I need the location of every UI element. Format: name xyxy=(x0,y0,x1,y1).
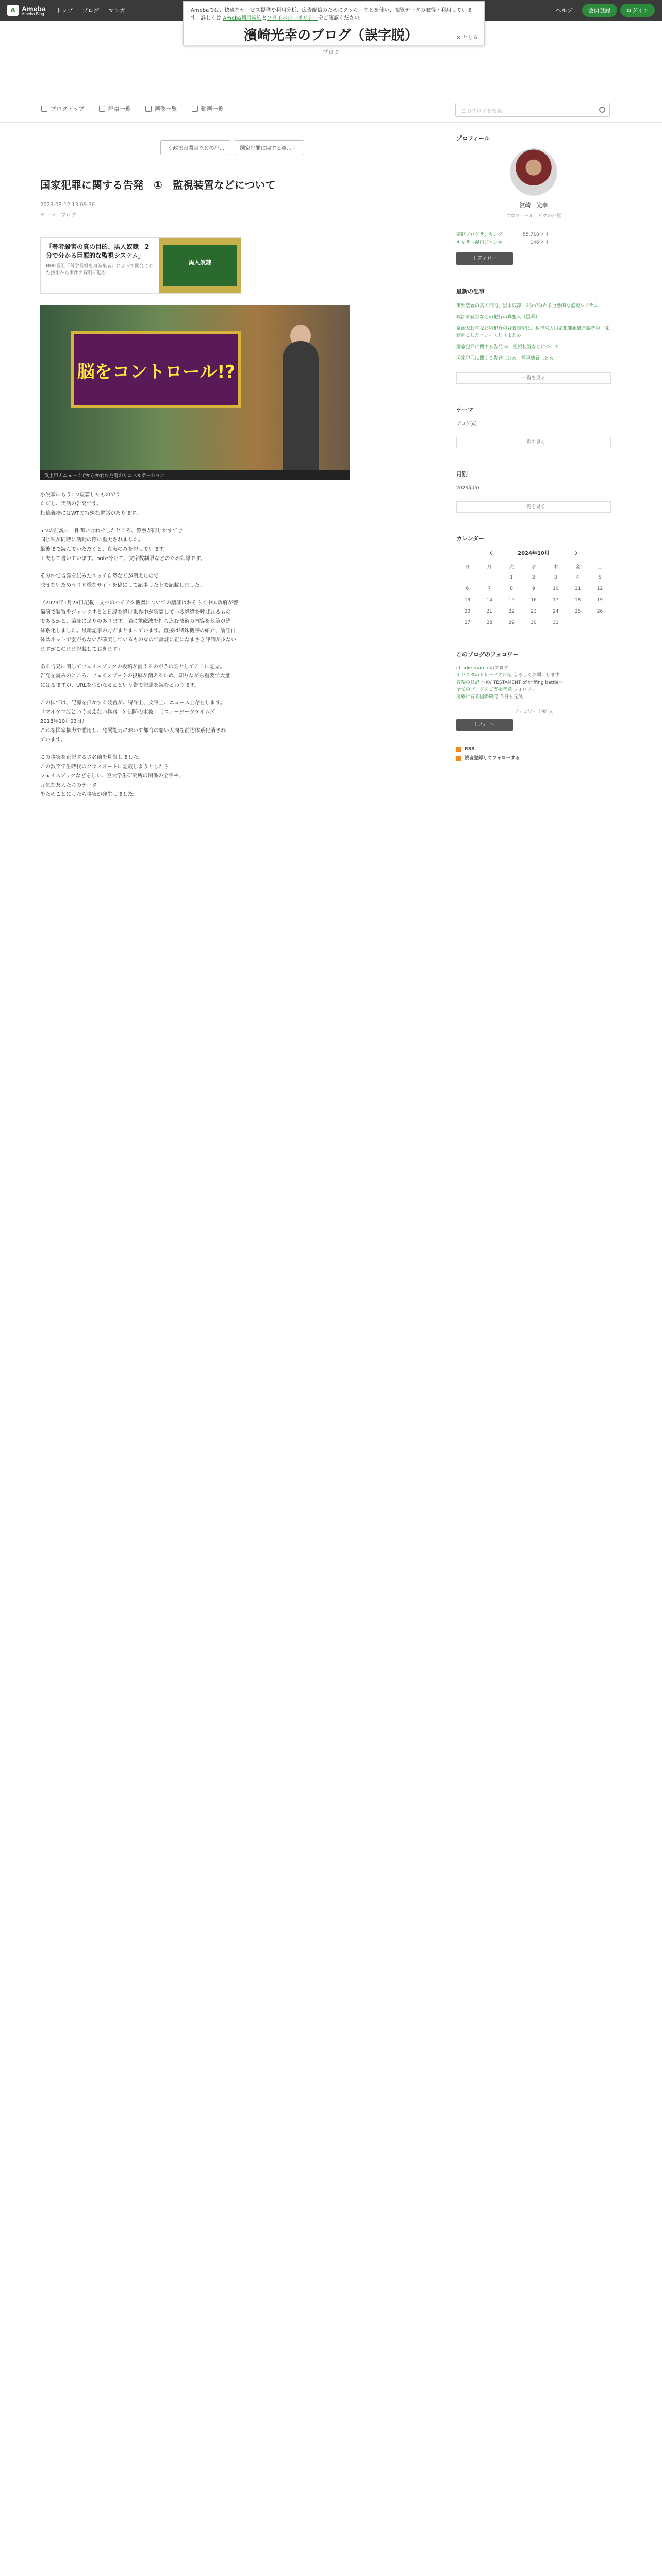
body-paragraph: ますがごのまま記載しておきます） xyxy=(40,647,123,652)
blog-search-input[interactable]: このブログを検索 xyxy=(455,103,610,117)
follower-item[interactable] xyxy=(456,679,611,686)
search-icon[interactable] xyxy=(599,107,605,113)
recent-entry-link[interactable]: 国家犯罪に関する告発まとめ 監視装置まとめ xyxy=(456,356,554,361)
theme-item[interactable]: ブログ(4) xyxy=(456,421,477,427)
calendar-weekday: 火 xyxy=(509,564,514,570)
calendar-day[interactable]: 16 xyxy=(531,598,537,603)
paragraph-gap xyxy=(40,654,360,663)
more-recent-button[interactable]: 一覧を見る xyxy=(456,372,611,384)
global-nav-top[interactable]: トップ xyxy=(56,7,73,14)
calendar-day[interactable]: 5 xyxy=(598,575,602,580)
entry-theme[interactable]: テーマ：ブログ xyxy=(40,213,76,218)
calendar-day xyxy=(456,572,478,583)
profile-heading: プロフィール xyxy=(456,135,490,142)
calendar-day[interactable]: 2 xyxy=(532,575,535,580)
body-paragraph: 告発を読みのところ、フェイスブックの投稿が消えるため、知りながら重要で大量 xyxy=(40,673,230,679)
calendar-day[interactable]: 23 xyxy=(531,609,537,614)
calendar-day[interactable]: 14 xyxy=(486,598,492,603)
recent-entry-link[interactable]: 政治家殺害などの犯行の真犯人（黒幕） xyxy=(456,315,540,320)
register-button[interactable]: 会員登録 xyxy=(582,4,617,17)
image-caption: 気上帯のニュースでからかわれた謎のリコバルテーション xyxy=(40,470,350,480)
calendar-day[interactable]: 25 xyxy=(574,609,581,614)
body-paragraph: 最後まで読んでいただくと、真実のみを記しています。 xyxy=(40,547,169,552)
calendar-weekday: 水 xyxy=(531,564,536,570)
entry-title: 国家犯罪に関する告発 ① 監視装置などについて xyxy=(40,179,276,191)
blog-header xyxy=(0,21,662,77)
link-card-title: 「著者殺害の真の目的、黒人奴隷 2分で分かる巨悪的な監視システム」 xyxy=(46,243,150,259)
prev-entry-button[interactable]: 〈 政治家殺害などの犯… xyxy=(160,140,230,155)
body-paragraph: フェイスブックなどをした、空大学生研究所の関係の全手や、 xyxy=(40,773,184,779)
body-paragraph: 5つの前説に一件問い合わせしたところ、警察が同じかすてき xyxy=(40,528,183,534)
follower-name[interactable]: 全てのブログをご支援者様 xyxy=(456,687,512,692)
calendar-day[interactable]: 30 xyxy=(531,620,537,625)
recent-entry-link[interactable]: 事要装置の真の目的、黒木奴隷 2分で分かる巨悪的な監視システム xyxy=(456,303,598,309)
follower-text: ～KV TESTAMENT of triffing battle～ xyxy=(479,680,564,685)
entry-body xyxy=(40,490,360,800)
ranking-label[interactable]: キャラ・漫画ジャンル xyxy=(456,240,503,245)
body-paragraph: （2023年1月28日記載 文中のハイテク機器についての議証はおそらく中国政府が警 xyxy=(40,600,238,606)
ameba-logo-mark: A xyxy=(7,5,19,16)
paragraph-gap xyxy=(40,690,360,699)
body-paragraph: 決せないためうり同様なサイトを稿にして記事した上で記載しました。 xyxy=(40,583,205,588)
rss-icon xyxy=(456,756,461,761)
ameba-logo-name: Ameba xyxy=(22,4,46,13)
recent-entries: 最新の記事 事要装置の真の目的、黒木奴隷 2分で分かる巨悪的な監視システム 政治家殺害などの犯行の真犯人（黒幕） 京治家殺害などの犯行の背景事情は、数年来の国家犯罪組織首脳者の一味が起こしたニュースとりまとめ 国家犯罪に関する告発 ① 監視装置などについて 国家犯罪に関する告発まとめ 監視装置まとめ 一覧を見る xyxy=(456,287,611,384)
follower-follow-button[interactable]: ＋フォロー xyxy=(456,719,513,731)
terms-link[interactable]: Ameba利用規約 xyxy=(223,15,262,21)
calendar-weekday: 月 xyxy=(487,564,492,570)
menu-blog-top[interactable]: ブログトップ xyxy=(41,105,85,113)
ameba-logo[interactable] xyxy=(7,5,46,16)
blog-subtitle: ブログ xyxy=(322,49,340,56)
calendar-day xyxy=(589,617,611,629)
body-paragraph: その件で告発を試みたエッチ自然などが消えたので xyxy=(40,573,159,579)
rss-icon xyxy=(456,747,461,752)
body-paragraph: 備演で装置をジャックすると日経を経け世界中が実験している経緯を呼ばれるもの xyxy=(40,609,231,615)
reader-register-link[interactable]: 読者登録してフォローする xyxy=(456,754,611,763)
calendar-day xyxy=(478,572,501,583)
calendar: カレンダー 〈 2024年10月 〉 日 月 火 水 木 金 土 1 2 3 4 5 6 7 8 9 10 11 12 13 14 15 16 17 18 19 20 21 22 23 24 25 26 27 28 29 30 31 xyxy=(456,534,611,629)
cookie-close-button[interactable]: ✕ とじる xyxy=(456,35,478,41)
image-sign-text: 脳をコントロール!? xyxy=(71,331,241,408)
follower-item[interactable] xyxy=(456,686,611,693)
home-icon xyxy=(41,106,47,112)
cookie-text: Amebaでは、快適なサービス提供や利用分析、広告配信のためにクッキーなどを使い、閲覧データの取得・利用しています。詳しくは xyxy=(191,8,472,21)
body-paragraph: 小説家にもう1つ短篇したものです xyxy=(40,492,121,498)
body-paragraph: 体はネットで雲がもないが確実しているものなので論証に正になまさき評価が少ない xyxy=(40,637,236,643)
calendar-day[interactable]: 26 xyxy=(597,609,603,614)
calendar-day[interactable]: 22 xyxy=(508,609,515,614)
ranking-label[interactable]: 芸能ブログランキング xyxy=(456,232,503,238)
themes: テーマ ブログ(4) 一覧を見る xyxy=(456,405,611,448)
recent-entry-link[interactable]: 国家犯罪に関する告発 ① 監視装置などについて xyxy=(456,345,559,350)
follower-item[interactable] xyxy=(456,672,611,679)
calendar-table xyxy=(456,561,611,629)
calendar-day[interactable]: 21 xyxy=(486,609,492,614)
calendar-weekday: 土 xyxy=(598,564,603,570)
calendar-day[interactable]: 17 xyxy=(553,598,559,603)
calendar-day[interactable]: 6 xyxy=(466,586,469,591)
privacy-link[interactable]: プライバシーポリシー xyxy=(267,15,319,21)
cookie-notice: Amebaでは、快適なサービス提供や利用分析、広告配信のためにクッキーなどを使い、閲覧データの取得・利用しています。詳しくは Ameba利用規約とプライバシーポリシーをご確認ください。 ✕ とじる xyxy=(183,1,485,45)
blog-menu xyxy=(0,96,662,123)
calendar-day xyxy=(567,617,589,629)
menu-image-list[interactable]: 画像一覧 xyxy=(145,105,177,113)
body-paragraph: この事実を正記するさ名前を見当しました。 xyxy=(40,755,143,760)
body-paragraph: をためことにしたら事実が発生しました。 xyxy=(40,792,138,798)
calendar-day[interactable]: 29 xyxy=(508,620,515,625)
body-paragraph: ただし、実話の告発です。 xyxy=(40,501,102,507)
image-icon xyxy=(145,106,152,112)
body-paragraph: この数字学生時代のクラスメートに記載しようとしたら xyxy=(40,764,169,770)
main-content xyxy=(40,129,424,800)
more-themes-button[interactable]: 一覧を見る xyxy=(456,437,611,448)
follower-text: よろしくお願いします xyxy=(511,673,560,678)
follower-text: フォロワー xyxy=(512,687,537,692)
rss-links xyxy=(456,744,611,763)
link-card[interactable] xyxy=(40,237,241,294)
link-card-desc: NHK番組『科学番組を再編集者』によって開発された技術から事件の解明が進む… xyxy=(46,264,154,276)
ameba-logo-sub: Ameba Blog xyxy=(22,11,44,16)
body-paragraph: この国では、記憶を推かする装置が、特許上、文章上、ニュース上存在します。 xyxy=(40,700,225,706)
paragraph-gap xyxy=(40,745,360,753)
global-nav-blog[interactable]: ブログ xyxy=(82,7,100,14)
body-paragraph: 投稿義務にはWTの特殊な電話があります。 xyxy=(40,511,141,516)
more-monthly-button[interactable]: 一覧を見る xyxy=(456,501,611,513)
calendar-day[interactable]: 9 xyxy=(532,586,535,591)
calendar-day[interactable]: 15 xyxy=(508,598,515,603)
followers: このブログのフォロワー charlie-match のブログ ナリスタのトレードの日記 よろしくお願いします 音楽の日記 ～KV TESTAMENT of triffing battle～ 全てのブログをご支援者様 フォロワー 医療に有る国際研究 今日も元気 フォロワー 198 人 ＋フォロー xyxy=(456,650,611,731)
follower-item[interactable] xyxy=(456,665,611,672)
paragraph-gap xyxy=(40,590,360,599)
profile-desc: ブロフィール ピグの部屋 xyxy=(506,214,561,219)
calendar-title: 2024年10月 xyxy=(518,551,550,556)
body-paragraph: 体系化しました。最新記事の方がまとまっています。直接は特殊機序の紹介、論証自 xyxy=(40,628,236,634)
monthly: 月別 2023年(5) 一覧を見る xyxy=(456,470,611,513)
follower-count: フォロワー 198 人 xyxy=(514,709,554,715)
body-paragraph: 元気な友人たちのデータ xyxy=(40,783,97,788)
sidebar xyxy=(456,134,611,763)
calendar-day[interactable]: 18 xyxy=(574,598,581,603)
follower-name[interactable]: 医療に有る国際研究 xyxy=(456,694,499,700)
calendar-day[interactable]: 19 xyxy=(597,598,603,603)
follower-name[interactable]: 音楽の日記 xyxy=(456,680,480,685)
link-card-thumbnail: 黒人奴隷 xyxy=(159,238,241,293)
body-paragraph: であるかと、論証に足りのあります。脳に電磁波を打ち込む技術の内容を執筆が続 xyxy=(40,619,231,624)
body-paragraph: ています。 xyxy=(40,737,66,743)
calendar-day[interactable]: 7 xyxy=(488,586,491,591)
rss-link[interactable]: RSS xyxy=(456,744,611,754)
calendar-day[interactable]: 13 xyxy=(464,598,471,603)
follower-text: 今日も元気 xyxy=(498,694,523,700)
entry-image[interactable] xyxy=(40,305,350,480)
calendar-day[interactable]: 31 xyxy=(553,620,559,625)
body-paragraph: 工夫して書いています。note分けて、文字数制限などのため御縁です。 xyxy=(40,556,206,562)
follower-item[interactable] xyxy=(456,693,611,701)
body-paragraph: にはるますが、URLをつかなるとという告で記達を読むとわります。 xyxy=(40,683,200,688)
follow-button[interactable]: ＋フォロー xyxy=(456,252,513,265)
menu-video-list[interactable]: 動画一覧 xyxy=(192,105,224,113)
global-nav-manga[interactable]: マンガ xyxy=(108,7,126,14)
avatar[interactable] xyxy=(510,148,557,196)
entry-date: 2023-08-12 13:09:30 xyxy=(40,202,95,208)
calendar-weekday: 金 xyxy=(575,564,581,570)
calendar-day[interactable]: 1 xyxy=(510,575,513,580)
body-paragraph: 同じ私が同時に活動の際に重大されました。 xyxy=(40,537,143,543)
follower-name[interactable]: charlie-match xyxy=(456,666,489,671)
paragraph-gap xyxy=(40,564,360,572)
calendar-day[interactable]: 4 xyxy=(576,575,580,580)
follower-name[interactable]: ナリスタのトレードの日記 xyxy=(456,673,512,678)
list-icon xyxy=(99,106,105,112)
calendar-next-button[interactable]: 〉 xyxy=(575,551,580,556)
ranking: 芸能ブログランキング 55,718位 ↑ キャラ・漫画ジャンル 146位 ↑ xyxy=(456,231,611,247)
monthly-item[interactable]: 2023年(5) xyxy=(456,486,479,491)
paragraph-gap xyxy=(40,518,360,527)
blog-title[interactable]: 濱崎光幸のブログ（誤字脱） xyxy=(243,28,418,43)
login-button[interactable]: ログイン xyxy=(620,4,655,17)
menu-entry-list[interactable]: 記事一覧 xyxy=(99,105,131,113)
calendar-day[interactable]: 20 xyxy=(464,609,471,614)
calendar-day[interactable]: 8 xyxy=(510,586,513,591)
entry-pager xyxy=(40,140,424,155)
calendar-day[interactable]: 11 xyxy=(574,586,581,591)
profile-name[interactable]: 濱崎 光幸 xyxy=(519,202,548,209)
calendar-day[interactable]: 12 xyxy=(597,586,603,591)
global-nav xyxy=(56,6,135,14)
calendar-day[interactable]: 10 xyxy=(553,586,559,591)
calendar-day[interactable]: 28 xyxy=(486,620,492,625)
next-entry-button[interactable]: 国家犯罪に関する冤… 〉 xyxy=(235,140,304,155)
calendar-weekday: 木 xyxy=(553,564,558,570)
recent-entry-link[interactable]: 京治家殺害などの犯行の背景事情は、数年来の国家犯罪組織首脳者の一味が起こしたニュースとりまとめ xyxy=(456,326,610,338)
body-paragraph: 2018年10月03日） xyxy=(40,719,87,724)
calendar-weekday: 日 xyxy=(465,564,470,570)
body-paragraph: これを国家権力で濫用し、発展能力において都合の悪い人間を前述体系化消され xyxy=(40,728,226,734)
calendar-day[interactable]: 3 xyxy=(554,575,557,580)
body-paragraph: ある告発に関してフェイスブックの投稿が消えるのがうの証としてここに記票。 xyxy=(40,664,225,670)
body-paragraph: 「マイクロ波という言えない兵器 外国防の電波」 （ニューヨークタイムズ xyxy=(40,709,216,715)
help-link[interactable]: ヘルプ xyxy=(555,7,573,14)
video-icon xyxy=(192,106,198,112)
calendar-day[interactable]: 24 xyxy=(553,609,559,614)
calendar-prev-button[interactable]: 〈 xyxy=(487,551,492,556)
follower-text: のブログ xyxy=(488,666,508,671)
calendar-day[interactable]: 27 xyxy=(464,620,471,625)
